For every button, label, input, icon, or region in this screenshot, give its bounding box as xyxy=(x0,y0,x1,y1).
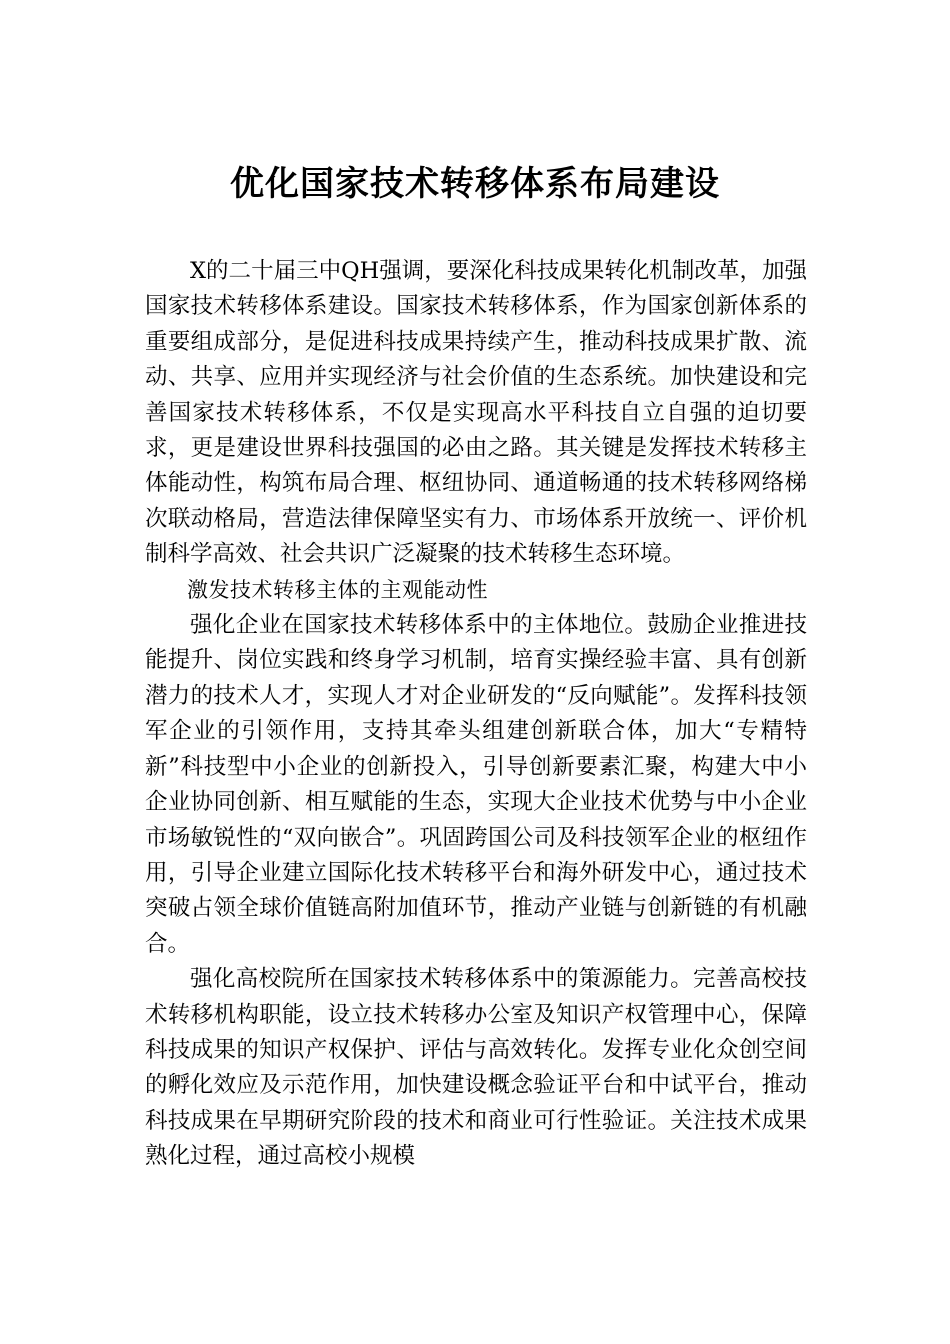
document-title: 优化国家技术转移体系布局建设 xyxy=(230,164,720,204)
document-body xyxy=(145,254,807,1175)
universities-paragraph: 强化高校院所在国家技术转移体系中的策源能力。完善高校技术转移机构职能，设立技术转移办公室及知识产权管理中心，保障科技成果的知识产权保护、评估与高效转化。发挥专业化众创空间的孵化效应及示范作用，加快建设概念验证平台和中试平台，推动科技成果在早期研究阶段的技术和商业可行性验证。关注技术成果熟化过程，通过高校小规模 xyxy=(145,966,807,1170)
enterprise-paragraph: 强化企业在国家技术转移体系中的主体地位。鼓励企业推进技能提升、岗位实践和终身学习机制，培育实操经验丰富、具有创新潜力的技术人才，实现人才对企业研发的“反向赋能”。发挥科技领军企业的引领作用，支持其牵头组建创新联合体，加大“专精特新”科技型中小企业的创新投入，引导创新要素汇聚，构建大中小企业协同创新、相互赋能的生态，实现大企业技术优势与中小企业市场敏锐性的“双向嵌合”。巩固跨国公司及科技领军企业的枢纽作用，引导企业建立国际化技术转移平台和海外研发中心，通过技术突破占领全球价值链高附加值环节，推动产业链与创新链的有机融合。 xyxy=(145,612,807,957)
intro-paragraph: X的二十届三中QH强调，要深化科技成果转化机制改革，加强国家技术转移体系建设。国家技术转移体系，作为国家创新体系的重要组成部分，是促进科技成果持续产生，推动科技成果扩散、流动、共享、应用并实现经济与社会价值的生态系统。加快建设和完善国家技术转移体系，不仅是实现高水平科技自立自强的迫切要求，更是建设世界科技强国的必由之路。其关键是发挥技术转移主体能动性，构筑布局合理、枢纽协同、通道畅通的技术转移网络梯次联动格局，营造法律保障坚实有力、市场体系开放统一、评价机制科学高效、社会共识广泛凝聚的技术转移生态环境。 xyxy=(145,258,807,568)
section-heading: 激发技术转移主体的主观能动性 xyxy=(187,577,488,602)
